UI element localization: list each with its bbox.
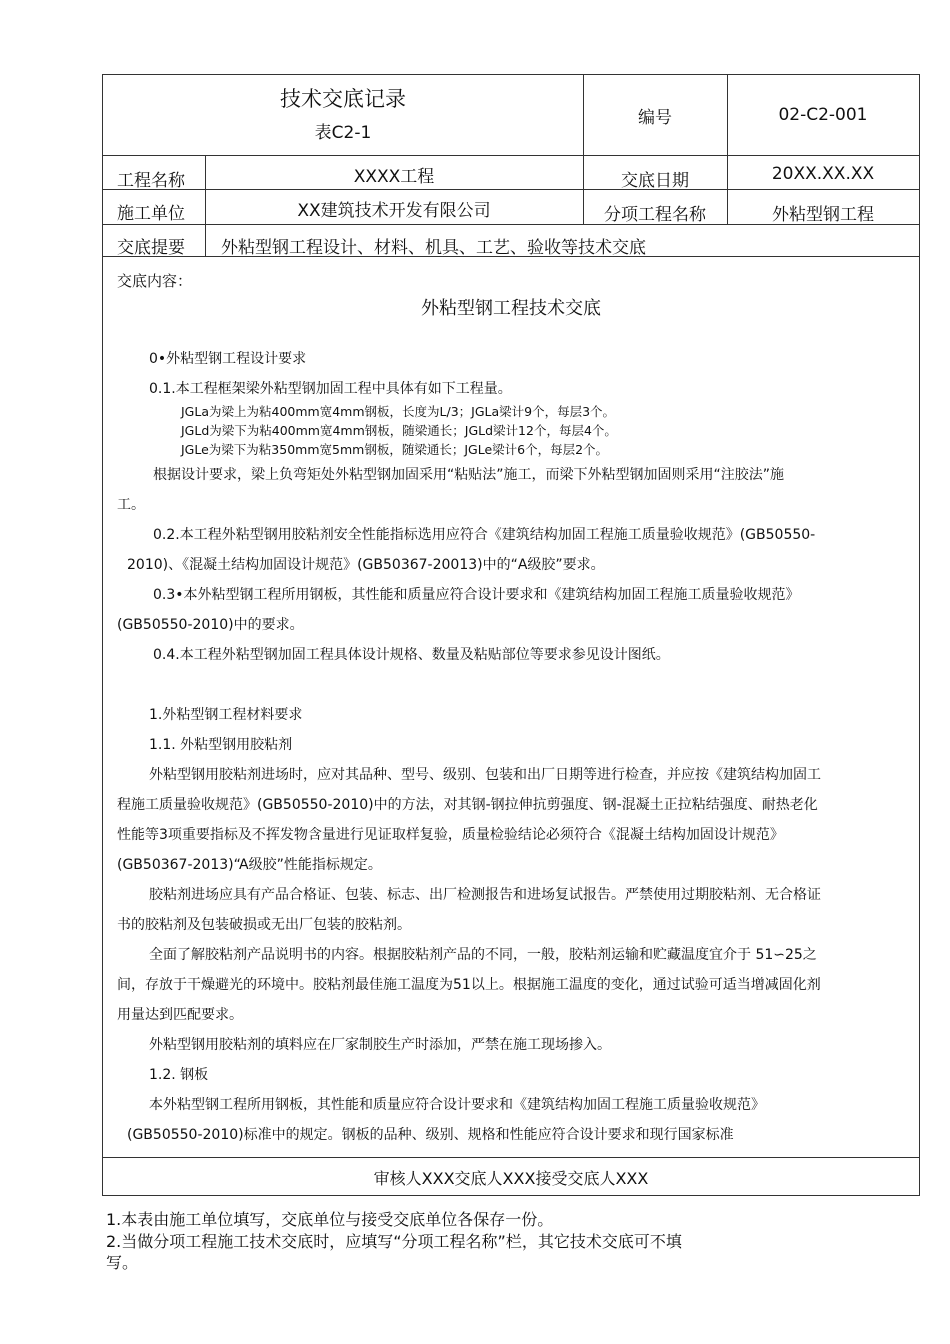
subsection-1-1-title: 1.1. 外粘型钢用胶粘剂 (149, 737, 293, 753)
note-line-3: 写。 (106, 1253, 139, 1272)
paragraph-line: 外粘型钢用胶粘剂进场时，应对其品种、型号、级别、包装和出厂日期等进行检查，并应按《建筑结构加固工 (149, 767, 821, 783)
content-label: 交底内容： (117, 272, 193, 290)
paragraph-line: 用量达到匹配要求。 (117, 1007, 243, 1023)
section-0-title: 0•外粘型钢工程设计要求 (149, 351, 307, 367)
disclosure-date-label: 交底日期 (621, 170, 689, 191)
note-line-2: 2.当做分项工程施工技术交底时，应填写“分项工程名称”栏，其它技术交底可不填 (106, 1232, 682, 1251)
note-line-1: 1.本表由施工单位填写，交底单位与接受交底单位各保存一份。 (106, 1210, 554, 1229)
paragraph-line: 性能等3项重要指标及不挥发物含量进行见证取样复验，质量检验结论必须符合《混凝土结构加固设计规范》 (117, 827, 784, 843)
paragraph-line: 本外粘型钢工程所用钢板，其性能和质量应符合设计要求和《建筑结构加固工程施工质量验收规范》 (149, 1097, 765, 1113)
construction-unit-value: XX建筑技术开发有限公司 (297, 200, 491, 221)
signature-row: 审核人XXX交底人XXX接受交底人XXX (373, 1168, 649, 1188)
project-name-value: XXXX工程 (353, 166, 435, 187)
paragraph-line: 0.3•本外粘型钢工程所用钢板，其性能和质量应符合设计要求和《建筑结构加固工程施工质量验收规范》 (153, 587, 800, 603)
paragraph-line: 胶粘剂进场应具有产品合格证、包装、标志、出厂检测报告和进场复试报告。严禁使用过期胶粘剂、无合格证 (149, 887, 821, 903)
paragraph-line: 根据设计要求，梁上负弯矩处外粘型钢加固采用“粘贴法”施工，而梁下外粘型钢加固则采用“注胶法”施 (153, 467, 785, 483)
paragraph-line: 程施工质量验收规范》(GB50550-2010)中的方法，对其钢-钢拉伸抗剪强度、钢-混凝土正拉粘结强度、耐热老化 (117, 797, 818, 813)
paragraph-line: 外粘型钢用胶粘剂的填料应在厂家制胶生产时添加，严禁在施工现场掺入。 (149, 1037, 611, 1053)
subsection-1-2-title: 1.2. 钢板 (149, 1067, 209, 1083)
paragraph-line: 全面了解胶粘剂产品说明书的内容。根据胶粘剂产品的不同，一般，胶粘剂运输和贮藏温度宜介于 51∽25之 (149, 947, 817, 963)
subitem-name-label: 分项工程名称 (604, 204, 706, 225)
paragraph-line: JGLd为梁下为粘400mm宽4mm钢板，随梁通长；JGLd梁计12个，每层4个。 (181, 423, 617, 438)
code-value: 02-C2-001 (778, 105, 868, 125)
section-1-title: 1.外粘型钢工程材料要求 (149, 707, 303, 723)
code-label: 编号 (638, 107, 672, 128)
disclosure-content (103, 266, 919, 1157)
paragraph-line: (GB50550-2010)中的要求。 (117, 617, 304, 633)
paragraph-line: 工。 (117, 497, 145, 513)
summary-value: 外粘型钢工程设计、材料、机具、工艺、验收等技术交底 (221, 237, 646, 258)
row-divider (103, 155, 919, 156)
subitem-name-value: 外粘型钢工程 (772, 204, 874, 225)
paragraph-line: 0.1.本工程框架梁外粘型钢加固工程中具体有如下工程量。 (149, 381, 512, 397)
paragraph-line: (GB50367-2013)“A级胶”性能指标规定。 (117, 857, 382, 873)
disclosure-date-value: 20XX.XX.XX (771, 164, 875, 184)
paragraph-line: 间，存放于干燥避光的环境中。胶粘剂最佳施工温度为51以上。根据施工温度的变化，通过试验可适当增减固化剂 (117, 977, 821, 993)
project-name-label: 工程名称 (117, 170, 185, 191)
content-heading: 外粘型钢工程技术交底 (421, 298, 601, 319)
form-number: 表C2-1 (314, 122, 372, 143)
paragraph-line: 0.2.本工程外粘型钢用胶粘剂安全性能指标选用应符合《建筑结构加固工程施工质量验收规范》(GB50550- (153, 527, 816, 543)
construction-unit-label: 施工单位 (117, 203, 185, 224)
technical-disclosure-form (102, 74, 920, 1196)
paragraph-line: JGLa为梁上为粘400mm宽4mm钢板，长度为L/3；JGLa梁计9个，每层3个。 (181, 404, 616, 419)
paragraph-line: JGLe为梁下为粘350mm宽5mm钢板，随梁通长；JGLe梁计6个，每层2个。 (181, 442, 609, 457)
paragraph-line: (GB50550-2010)标准中的规定。钢板的品种、级别、规格和性能应符合设计要求和现行国家标准 (127, 1127, 734, 1143)
paragraph-line: 0.4.本工程外粘型钢加固工程具体设计规格、数量及粘贴部位等要求参见设计图纸。 (153, 647, 670, 663)
summary-label: 交底提要 (117, 237, 185, 258)
paragraph-line: 书的胶粘剂及包装破损或无出厂包装的胶粘剂。 (117, 917, 411, 933)
form-title: 技术交底记录 (280, 87, 406, 111)
paragraph-line: 2010)、《混凝土结构加固设计规范》(GB50367-20013)中的“A级胶”要求。 (127, 557, 605, 573)
